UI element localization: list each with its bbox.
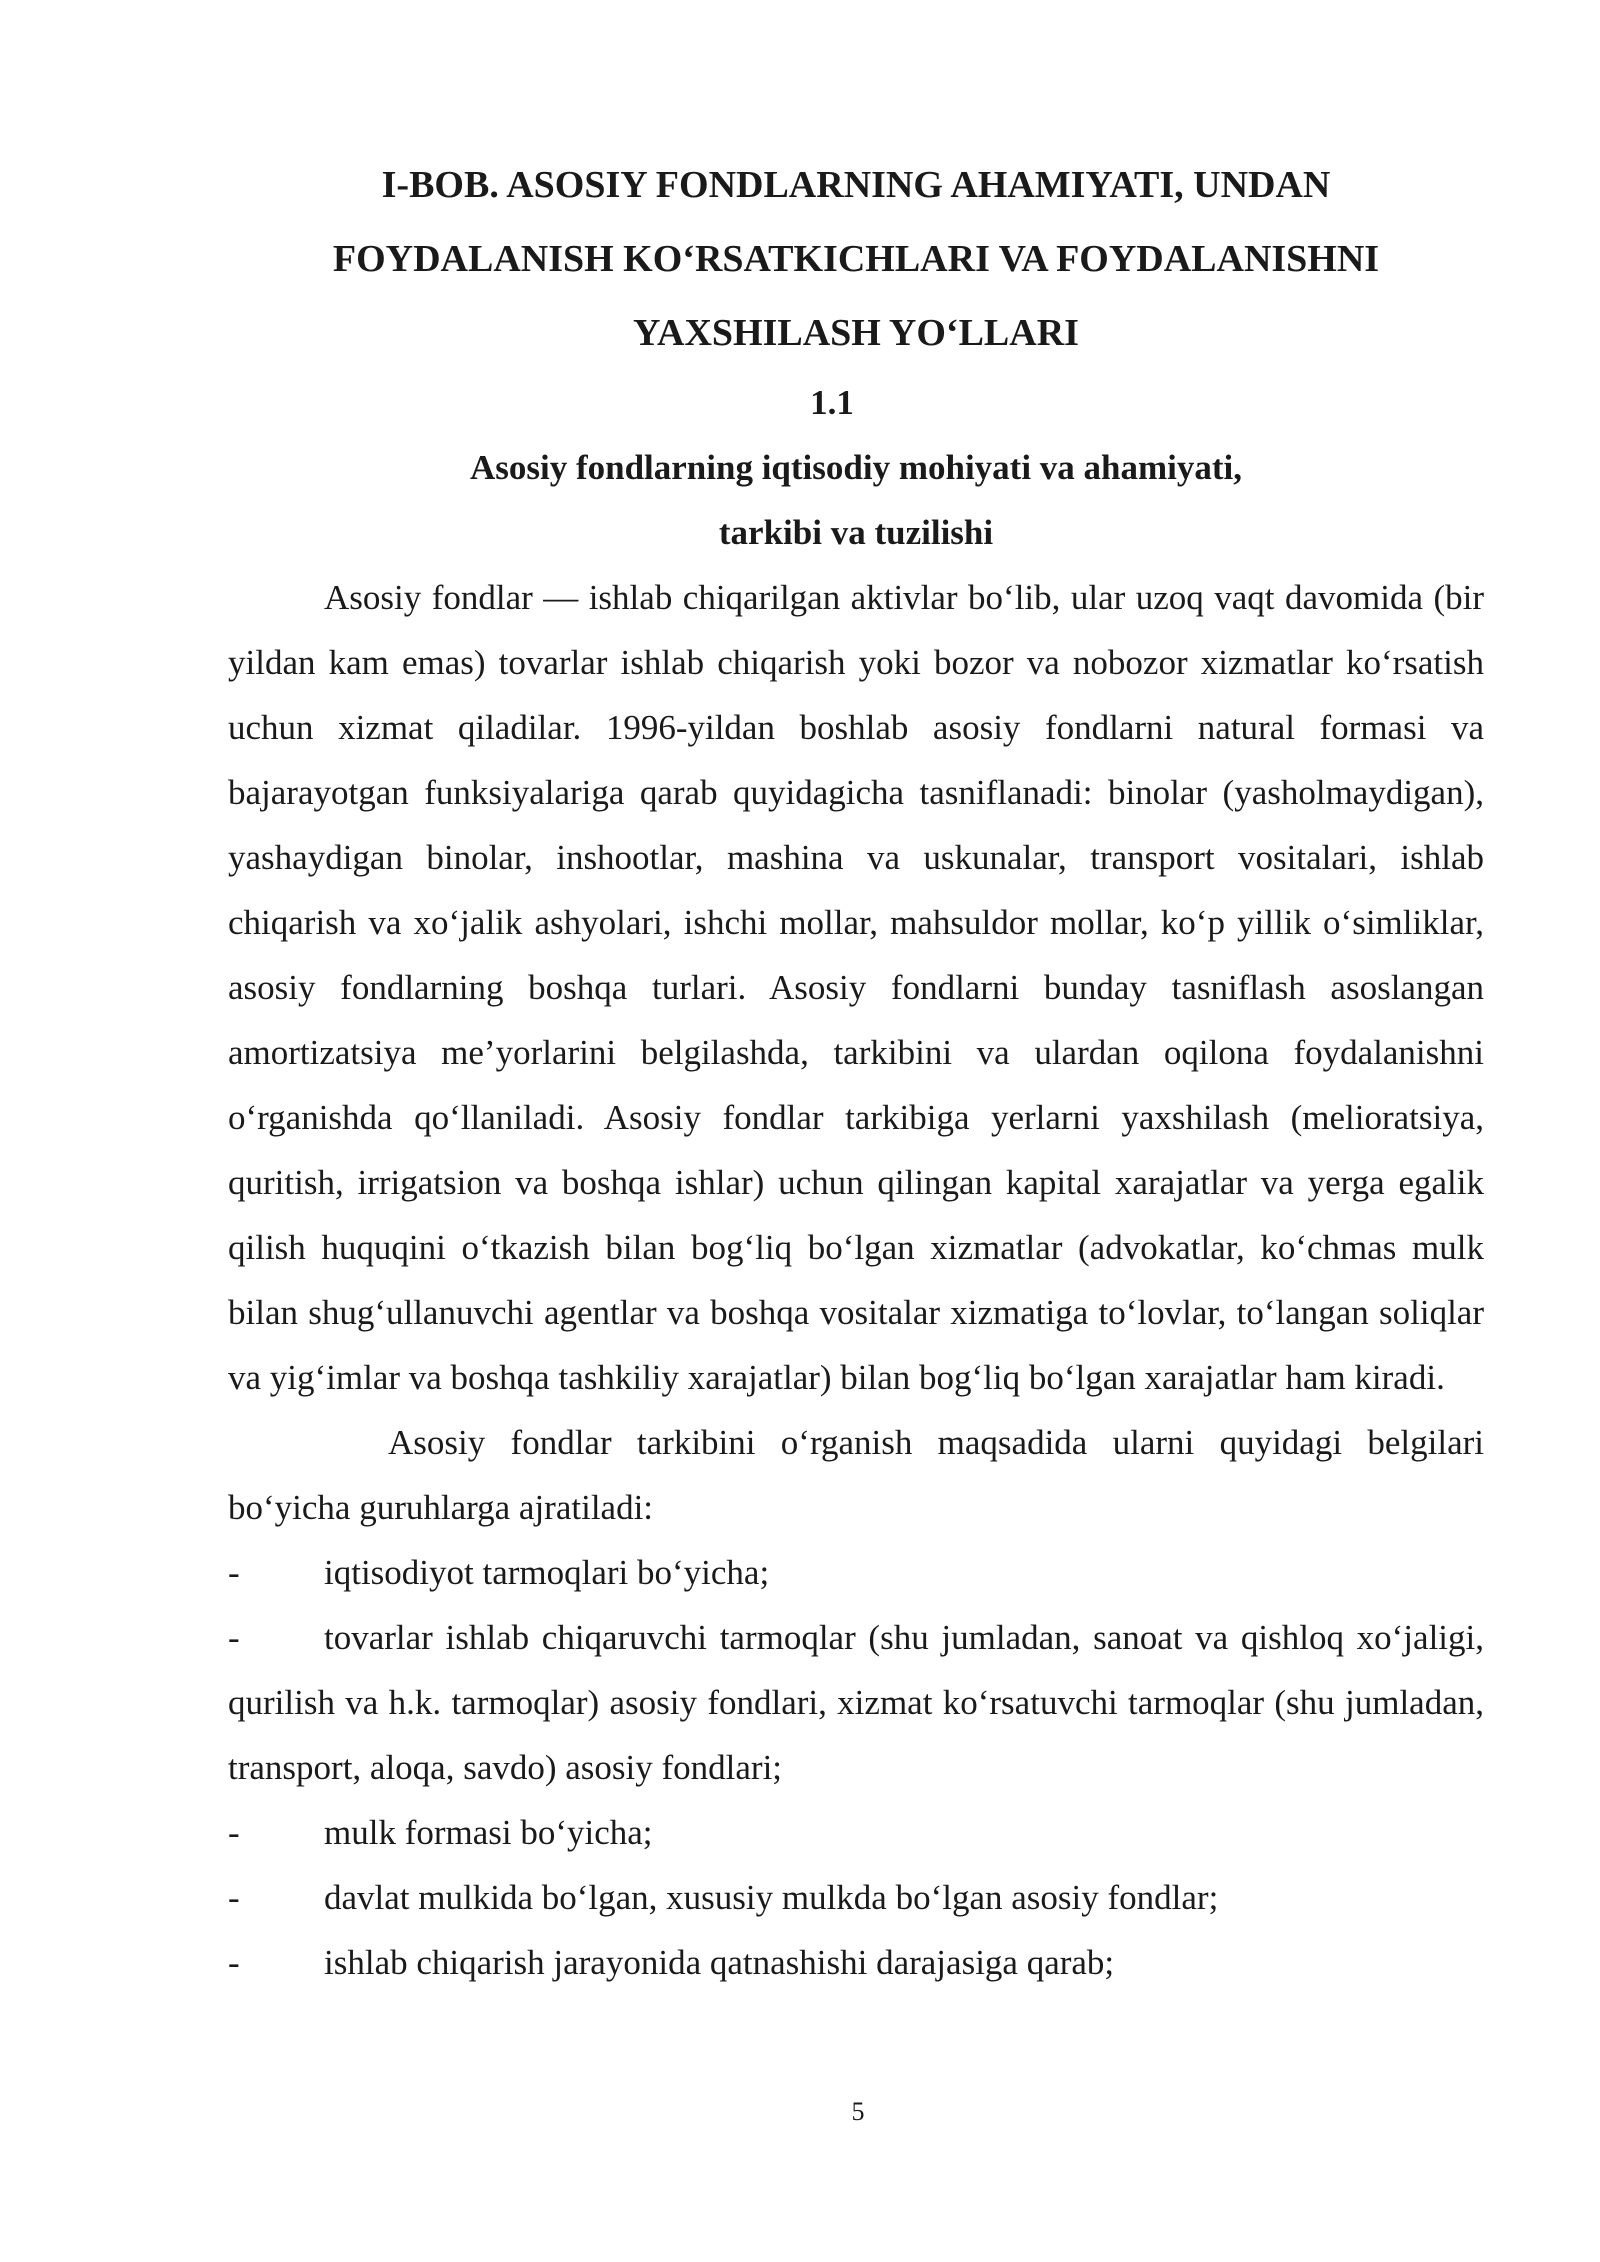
list-item-text: tovarlar ishlab chiqaruvchi tarmoqlar (shu jumladan, sanoat va qishloq xo‘jaligi, qurilish va h.k. tarmoqlar) asosiy fondlari, xizmat ko‘rsatuvchi tarmoqlar (shu jumladan, transport, aloqa, savdo) asosiy fondlari;: [228, 1618, 1484, 1787]
list-item: [228, 1930, 1484, 1995]
page-content: [228, 148, 1484, 1995]
chapter-title-line: YAXSHILASH YO‘LLARI: [633, 312, 1079, 354]
chapter-title-line: I-BOB. ASOSIY FONDLARNING AHAMIYATI, UNDAN: [381, 164, 1331, 206]
section-title-line: tarkibi va tuzilishi: [718, 513, 994, 552]
list-marker: -: [228, 1813, 240, 1852]
list-item-text: mulk formasi bo‘yicha;: [324, 1813, 653, 1852]
classification-list: [228, 1540, 1484, 1995]
body-paragraph: Asosiy fondlar — ishlab chiqarilgan aktivlar bo‘lib, ular uzoq vaqt davomida (bir yildan kam emas) tovarlar ishlab chiqarish yoki bozor va nobozor xizmatlar ko‘rsatish uchun xizmat qiladilar. 1996-yildan boshlab asosiy fondlarni natural formasi va bajarayotgan funksiyalariga qarab quyidagicha tasniflanadi: binolar (yasholmaydigan), yashaydigan binolar, inshootlar, mashina va uskunalar, transport vositalari, ishlab chiqarish va xo‘jalik ashyolari, ishchi mollar, mahsuldor mollar, ko‘p yillik o‘simliklar, asosiy fondlarning boshqa turlari. Asosiy fondlarni bunday tasniflash asoslangan amortizatsiya me’yorlarini belgilashda, tarkibini va ulardan oqilona foydalanishni o‘rganishda qo‘llaniladi. Asosiy fondlar tarkibiga yerlarni yaxshilash (melioratsiya, quritish, irrigatsion va boshqa ishlar) uchun qilingan kapital xarajatlar va yerga egalik qilish huquqini o‘tkazish bilan bog‘liq bo‘lgan xizmatlar (advokatlar, ko‘chmas mulk bilan shug‘ullanuvchi agentlar va boshqa vositalar xizmatiga to‘lovlar, to‘langan soliqlar va yig‘imlar va boshqa tashkiliy xarajatlar) bilan bog‘liq bo‘lgan xarajatlar ham kiradi.: [228, 578, 1484, 1397]
body-paragraph: Asosiy fondlar tarkibini o‘rganish maqsadida ularni quyidagi belgilari bo‘yicha guruhlarga ajratiladi:: [228, 1423, 1484, 1527]
list-marker: -: [228, 1878, 240, 1917]
section-title-line: [228, 370, 1484, 500]
list-item-text: iqtisodiyot tarmoqlari bo‘yicha;: [324, 1553, 770, 1592]
list-marker: -: [228, 1618, 240, 1657]
list-item: [228, 1800, 1484, 1865]
section-number: 1.1: [810, 383, 854, 422]
section-title: [228, 370, 1484, 565]
page-number: 5: [851, 2097, 865, 2126]
chapter-title-line: FOYDALANISH KO‘RSATKICHLARI VA FOYDALANISHNI: [332, 238, 1380, 280]
list-marker: -: [228, 1553, 240, 1592]
list-item: [228, 1605, 1484, 1800]
list-item-text: davlat mulkida bo‘lgan, xususiy mulkda bo‘lgan asosiy fondlar;: [324, 1878, 1219, 1917]
list-item-text: ishlab chiqarish jarayonida qatnashishi darajasiga qarab;: [324, 1943, 1115, 1982]
chapter-title: [228, 148, 1484, 370]
list-item: [228, 1865, 1484, 1930]
list-marker: -: [228, 1943, 240, 1982]
section-title-text: Asosiy fondlarning iqtisodiy mohiyati va ahamiyati,: [469, 448, 1243, 487]
list-item: [228, 1540, 1484, 1605]
